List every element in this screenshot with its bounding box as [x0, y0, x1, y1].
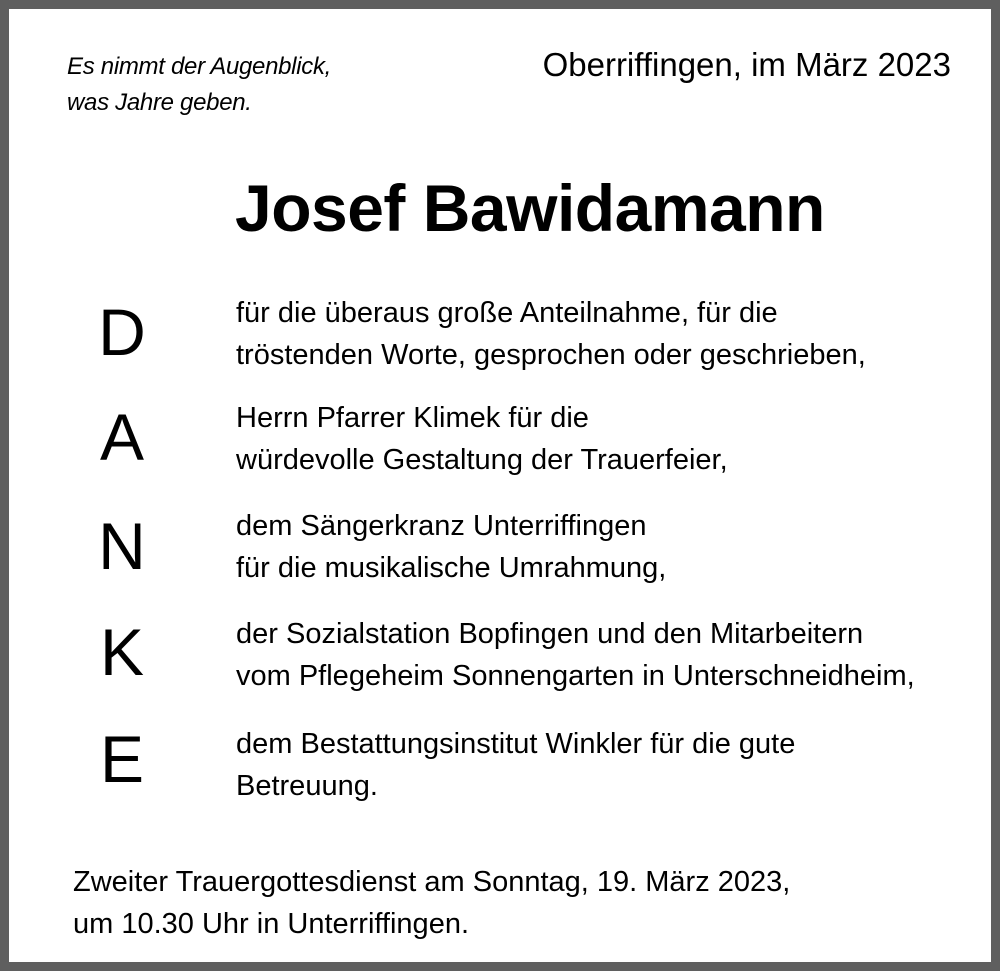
- thanks-entry-line: Herrn Pfarrer Klimek für die: [236, 402, 589, 434]
- acrostic-letter-n: N: [98, 509, 146, 583]
- acrostic-letter-k: K: [99, 615, 145, 689]
- thanks-entry-line: für die überaus große Anteilnahme, für die: [236, 297, 778, 329]
- thanks-entry-line: dem Bestattungsinstitut Winkler für die gute: [236, 728, 796, 760]
- acrostic-letter-a: A: [99, 400, 145, 474]
- deceased-name: Josef Bawidamann: [235, 171, 825, 245]
- acrostic-letter-d: D: [98, 295, 146, 369]
- service-notice: [73, 861, 790, 945]
- thanks-entry: [236, 292, 866, 376]
- thanks-entry: [236, 723, 795, 807]
- thanks-entry-line: der Sozialstation Bopfingen und den Mitarbeitern: [236, 618, 864, 650]
- place-date: Oberriffingen, im März 2023: [542, 46, 951, 83]
- thanks-entry-line: würdevolle Gestaltung der Trauerfeier,: [236, 444, 728, 476]
- quote-line-1: Es nimmt der Augenblick,: [67, 53, 332, 80]
- acrostic-letter-e: E: [99, 722, 145, 796]
- service-notice-line-1: Zweiter Trauergottesdienst am Sonntag, 19. März 2023,: [73, 866, 791, 898]
- thanks-entry: [236, 397, 728, 481]
- thanks-entry: [236, 613, 915, 697]
- quote-line-2: was Jahre geben.: [67, 89, 252, 116]
- thanks-entry: [236, 505, 666, 589]
- memorial-quote: [67, 49, 331, 121]
- service-notice-line-2: um 10.30 Uhr in Unterriffingen.: [73, 908, 470, 940]
- thanks-entry-line: dem Sängerkranz Unterriffingen: [236, 510, 647, 542]
- thanks-entry-line: Betreuung.: [236, 770, 378, 802]
- thanks-entry-line: für die musikalische Umrahmung,: [236, 552, 667, 584]
- thanks-entry-line: tröstenden Worte, gesprochen oder geschrieben,: [236, 339, 866, 371]
- thanks-entry-line: vom Pflegeheim Sonnengarten in Unterschneidheim,: [236, 660, 915, 692]
